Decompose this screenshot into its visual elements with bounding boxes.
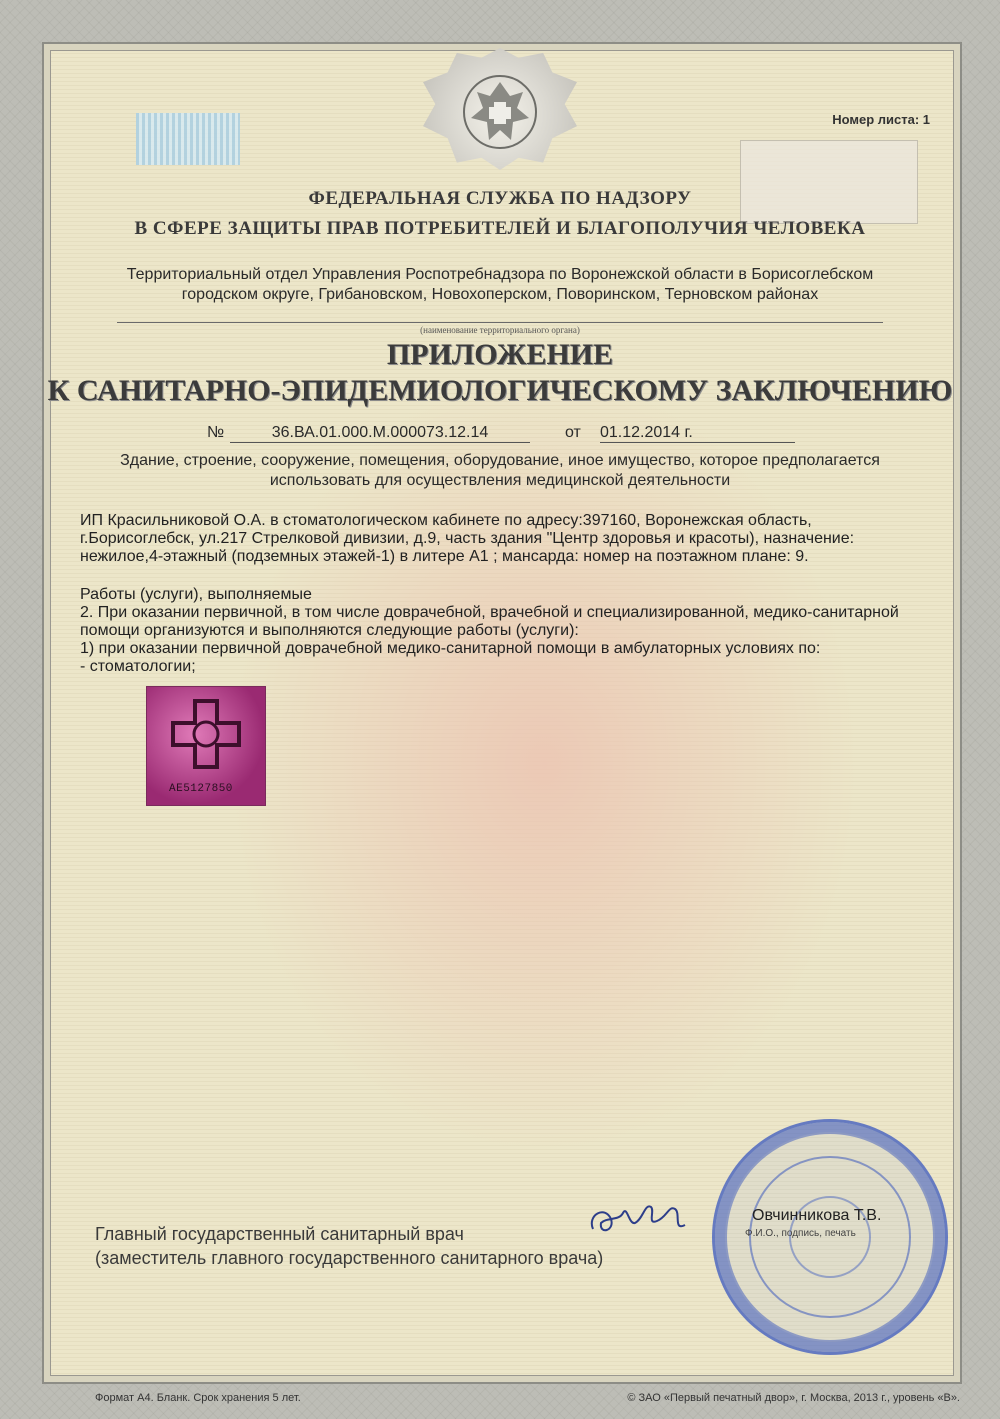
address-line3: нежилое,4-этажный (подземных этажей-1) в литере А1 ; мансарда: номер на поэтажном плане: 9.: [80, 548, 809, 565]
watermark-panel: [740, 140, 918, 224]
document-title-line2: К САНИТАРНО-ЭПИДЕМИОЛОГИЧЕСКОМУ ЗАКЛЮЧЕНИЮ: [47, 374, 953, 407]
works-line4: 1) при оказании первичной доврачебной медико-санитарной помощи в амбулаторных условиях по:: [80, 640, 821, 657]
subject-line2: использовать для осуществления медицинской деятельности: [269, 472, 731, 489]
subject-line1: Здание, строение, сооружение, помещения, оборудование, иное имущество, которое предполагается: [120, 452, 880, 469]
hologram-seal: [146, 686, 266, 806]
document-title-line1: ПРИЛОЖЕНИЕ: [386, 338, 614, 371]
department-line2: городском округе, Грибановском, Новохоперском, Поворинском, Терновском районах: [181, 286, 819, 303]
footer-format: Формат А4. Бланк. Срок хранения 5 лет.: [95, 1392, 301, 1404]
service-title-line1: ФЕДЕРАЛЬНАЯ СЛУЖБА ПО НАДЗОРУ: [308, 188, 692, 209]
seal-cross-icon: [157, 697, 255, 775]
department-line1: Территориальный отдел Управления Роспотребнадзора по Воронежской области в Борисоглебском: [126, 266, 874, 283]
number-label: №: [207, 424, 225, 441]
handwritten-signature: [585, 1195, 695, 1245]
signer-role-line2: (заместитель главного государственного санитарного врача): [95, 1248, 604, 1268]
works-line3: помощи организуются и выполняются следующие работы (услуги):: [80, 622, 579, 639]
signer-name: Овчинникова Т.В.: [752, 1207, 882, 1224]
divider-line: [117, 322, 883, 323]
hologram-code: AE5127850: [169, 783, 233, 795]
conclusion-date: 01.12.2014 г.: [600, 424, 795, 443]
department-caption: (наименование территориального органа): [420, 325, 580, 335]
signer-caption: Ф.И.О., подпись, печать: [745, 1228, 856, 1239]
date-label: от: [565, 424, 581, 441]
address-line2: г.Борисоглебск, ул.217 Стрелковой дивизии, д.9, часть здания "Центр здоровья и красоты), назначение:: [80, 530, 855, 547]
signer-role-line1: Главный государственный санитарный врач: [95, 1224, 464, 1244]
works-line2: 2. При оказании первичной, в том числе доврачебной, врачебной и специализированной, медико-санитарной: [80, 604, 899, 621]
works-line1: Работы (услуги), выполняемые: [80, 586, 312, 603]
address-line1: ИП Красильниковой О.А. в стоматологическом кабинете по адресу:397160, Воронежская область,: [80, 512, 812, 529]
conclusion-number: 36.ВА.01.000.М.000073.12.14: [230, 424, 530, 443]
address-block: [80, 512, 854, 566]
works-line5: - стоматологии;: [80, 658, 196, 675]
footer-printer: © ЗАО «Первый печатный двор», г. Москва, 2013 г., уровень «В».: [627, 1392, 960, 1404]
hologram-strip: [136, 113, 240, 165]
service-title-line2: В СФЕРЕ ЗАЩИТЫ ПРАВ ПОТРЕБИТЕЛЕЙ И БЛАГОПОЛУЧИЯ ЧЕЛОВЕКА: [134, 218, 866, 239]
works-block: [80, 586, 899, 676]
sheet-number: Номер листа: 1: [832, 112, 930, 127]
